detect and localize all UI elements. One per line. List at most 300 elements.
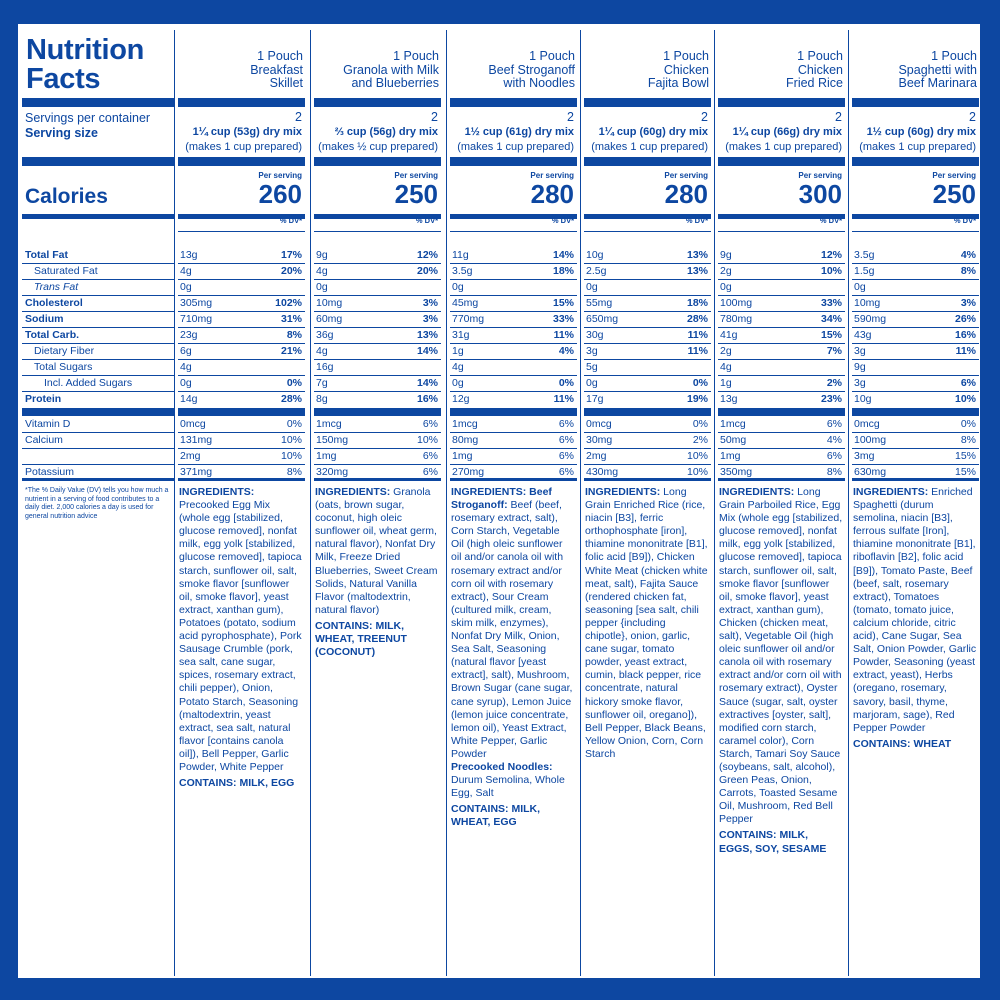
- nutrient-dv: 13%: [686, 265, 708, 277]
- nutrient-dv: 8%: [960, 265, 976, 277]
- serving-size-label: Serving size: [25, 126, 98, 140]
- product-name-line: 1 Pouch: [797, 49, 843, 63]
- allergen-statement: CONTAINS: MILK, WHEAT, EGG: [451, 803, 541, 829]
- nutrient-amount: 9g: [316, 249, 328, 261]
- ingredients-text: [451, 486, 575, 829]
- nutrient-row: [314, 264, 441, 280]
- vitamin-row: [450, 433, 577, 449]
- ingredients-heading: INGREDIENTS:: [585, 486, 664, 498]
- nutrient-row: [450, 360, 577, 376]
- nutrient-row: [584, 392, 711, 408]
- nutrient-row: [314, 392, 441, 408]
- nutrient-row: [450, 248, 577, 264]
- product-name-line: Chicken: [663, 62, 709, 77]
- per-serving-label: Per serving: [258, 171, 302, 180]
- product-name: [176, 50, 303, 91]
- vitamin-row: [718, 433, 845, 449]
- nutrient-dv: 28%: [280, 393, 302, 405]
- vitamin-row: [852, 417, 979, 433]
- nutrient-amount: 4g: [452, 361, 464, 373]
- nutrient-amount: 0g: [180, 281, 192, 293]
- dv-header: % DV*: [415, 216, 438, 225]
- rule-line: [22, 214, 174, 219]
- product-column: [852, 30, 979, 976]
- nutrient-label-row: [22, 264, 174, 280]
- nutrient-label: Dietary Fiber: [34, 345, 95, 357]
- ingredients-text: [853, 486, 977, 751]
- ingredients-text: [179, 486, 303, 790]
- nutrient-amount: 14g: [180, 393, 198, 405]
- rule-line: [450, 408, 577, 416]
- rule-line: [178, 157, 305, 166]
- vitamin-amount: 1mg: [316, 450, 337, 462]
- nutrient-dv: 18%: [552, 265, 574, 277]
- nutrient-row: [718, 328, 845, 344]
- nutrient-amount: 3g: [854, 345, 866, 357]
- servings-value: 2: [295, 110, 302, 124]
- nutrient-label: Trans Fat: [34, 281, 79, 293]
- nutrient-row: [584, 296, 711, 312]
- prepared-note: (makes 1 cup prepared): [457, 141, 574, 153]
- nutrient-row: [584, 248, 711, 264]
- nutrient-row: [852, 248, 979, 264]
- label-column: [22, 30, 174, 976]
- nutrient-dv: 6%: [960, 377, 976, 389]
- nutrient-row: [852, 296, 979, 312]
- row-divider: [852, 231, 979, 232]
- vitamin-dv: 6%: [422, 466, 438, 478]
- nutrient-dv: 14%: [416, 377, 438, 389]
- servings-value: 2: [969, 110, 976, 124]
- title-line: Nutrition: [26, 34, 145, 66]
- dv-header: % DV*: [953, 216, 976, 225]
- vitamin-dv: 6%: [558, 418, 574, 430]
- servings-label: Servings per container: [25, 111, 151, 125]
- nutrient-row: [852, 360, 979, 376]
- nutrient-dv: 13%: [416, 329, 438, 341]
- nutrient-row: [450, 296, 577, 312]
- vitamin-dv: 10%: [280, 434, 302, 446]
- vitamin-row: [314, 433, 441, 449]
- nutrient-dv: 13%: [686, 249, 708, 261]
- nutrient-amount: 2.5g: [586, 265, 607, 277]
- nutrient-row: [718, 312, 845, 328]
- vitamin-amount: 30mg: [586, 434, 613, 446]
- vitamin-label-row: [22, 417, 174, 433]
- nutrient-row: [718, 360, 845, 376]
- nutrient-dv: 16%: [954, 329, 976, 341]
- nutrient-amount: 0g: [452, 377, 464, 389]
- nutrient-amount: 9g: [854, 361, 866, 373]
- nutrient-dv: 18%: [686, 297, 708, 309]
- vitamin-row: [852, 449, 979, 465]
- nutrient-label-row: [22, 392, 174, 408]
- serving-size-value: ⅔ cup (56g) dry mix: [334, 126, 438, 138]
- vitamin-amount: 2mg: [180, 450, 201, 462]
- vitamin-row: [314, 449, 441, 465]
- servings-value: 2: [835, 110, 842, 124]
- nutrient-amount: 0g: [586, 377, 598, 389]
- nutrient-row: [314, 280, 441, 296]
- vitamin-amount: 320mg: [316, 466, 349, 478]
- rule-line: [22, 157, 174, 166]
- nutrient-row: [314, 360, 441, 376]
- nutrient-row: [314, 312, 441, 328]
- nutrient-dv: 19%: [686, 393, 708, 405]
- row-divider: [584, 231, 711, 232]
- nutrient-label-row: [22, 312, 174, 328]
- page-title: [26, 36, 144, 94]
- nutrient-row: [718, 376, 845, 392]
- serving-size-value: 1¼ cup (66g) dry mix: [732, 126, 842, 138]
- ingredients-heading: INGREDIENTS: Beef Stroganoff:: [451, 486, 552, 512]
- prepared-note: (makes 1 cup prepared): [859, 141, 976, 153]
- ingredients-heading: INGREDIENTS:: [179, 486, 255, 498]
- row-divider: [718, 231, 845, 232]
- nutrient-row: [852, 264, 979, 280]
- vitamin-amount: 350mg: [720, 466, 753, 478]
- nutrient-dv: 14%: [416, 345, 438, 357]
- nutrient-row: [314, 344, 441, 360]
- ingredients-text: [315, 486, 439, 659]
- nutrient-amount: 650mg: [586, 313, 619, 325]
- vitamin-amount: 0mcg: [854, 418, 880, 430]
- vitamin-dv: 6%: [558, 466, 574, 478]
- calories-value: 260: [258, 179, 302, 209]
- vitamin-row: [718, 417, 845, 433]
- ingredients-text: [585, 486, 709, 761]
- nutrient-row: [178, 296, 305, 312]
- rule-line: [584, 408, 711, 416]
- product-name-line: Fajita Bowl: [647, 76, 709, 90]
- row-divider: [450, 231, 577, 232]
- per-serving-label: Per serving: [798, 171, 842, 180]
- vitamin-row: [178, 449, 305, 465]
- nutrient-row: [178, 344, 305, 360]
- vitamin-row: [450, 417, 577, 433]
- nutrient-label: Total Fat: [25, 249, 68, 261]
- nutrient-amount: 780mg: [720, 313, 753, 325]
- nutrient-row: [584, 376, 711, 392]
- vitamin-row: [584, 449, 711, 465]
- vitamin-amount: 630mg: [854, 466, 887, 478]
- nutrient-row: [584, 344, 711, 360]
- nutrient-amount: 1.5g: [854, 265, 875, 277]
- nutrient-amount: 13g: [180, 249, 198, 261]
- nutrient-amount: 45mg: [452, 297, 479, 309]
- nutrient-dv: 20%: [416, 265, 438, 277]
- product-name: [850, 50, 977, 91]
- nutrient-label: Cholesterol: [25, 297, 83, 309]
- nutrient-amount: 3.5g: [854, 249, 875, 261]
- ingredients-list: Granola (oats, brown sugar, coconut, high oleic sunflower oil, wheat germ, natural flavor), Nonfat Dry Milk, Freeze Dried Blueberries, Sweet Cream Solids, Natural Vanilla Flavor (maltodextrin, natural flavor): [315, 486, 438, 616]
- ingredients-list: Long Grain Parboiled Rice, Egg Mix (whole egg [stabilized, glucose removed], nonfat milk, egg yolk [stabilized, glucose removed], tapioca starch, sunflower oil, salt, smoke flavor [sunflower oil, smoke flavor], yeast extract, xanthan gum), Chicken (chicken meat, salt), Vegetable Oil (high oleic sunflower oil and/or canola oil with rosemary extract and/or corn oil with rosemary extract), Oyster Sauce (sugar, salt, oyster extractives [oyster, salt], modified corn starch, caramel color), Corn Starch, Tamari Soy Sauce (soybeans, salt, alcohol), Green Peas, Onion, Carrots, Toasted Sesame Oil, Mushroom, Red Bell Pepper: [719, 486, 843, 826]
- vitamin-amount: 1mcg: [316, 418, 342, 430]
- nutrient-amount: 10mg: [316, 297, 343, 309]
- vitamin-row: [584, 433, 711, 449]
- vitamin-row: [314, 417, 441, 433]
- nutrient-row: [450, 280, 577, 296]
- rule-line: [852, 478, 979, 481]
- ingredients-list: Beef (beef, rosemary extract, salt), Corn Starch, Vegetable Oil (high oleic sunflower oil and/or canola oil with rosemary extract and/or corn oil with rosemary extract), Sour Cream (cultured milk, cream, skim milk, enzymes), Nonfat Dry Milk, Onion, Sea Salt, Seasoning (natural flavor [yeast extract], salt), Mushroom, Brown Sugar (cane sugar, cane syrup), Lemon Juice (lemon juice concentrate, lemon oil), Yeast Extract, White Pepper, Garlic Powder: [451, 499, 573, 760]
- vitamin-amount: 150mg: [316, 434, 349, 446]
- nutrient-label: Protein: [25, 393, 62, 405]
- allergen-statement: CONTAINS: MILK, EGGS, SOY, SESAME: [719, 829, 827, 855]
- rule-line: [450, 98, 577, 107]
- nutrient-amount: 10g: [854, 393, 872, 405]
- allergen-statement: CONTAINS: MILK, EGG: [179, 777, 295, 790]
- nutrient-amount: 1g: [452, 345, 464, 357]
- nutrient-dv: 11%: [553, 329, 574, 341]
- nutrient-dv: 102%: [275, 297, 302, 309]
- nutrient-dv: 0%: [692, 377, 708, 389]
- nutrient-amount: 8g: [316, 393, 328, 405]
- product-column: [450, 30, 577, 976]
- nutrient-amount: 4g: [720, 361, 732, 373]
- nutrient-row: [852, 328, 979, 344]
- vitamin-row: [178, 433, 305, 449]
- vitamin-dv: 10%: [686, 466, 708, 478]
- vitamin-dv: 10%: [416, 434, 438, 446]
- vitamin-dv: 0%: [960, 418, 976, 430]
- vitamin-row: [852, 433, 979, 449]
- product-name-line: 1 Pouch: [931, 49, 977, 63]
- rule-line: [852, 98, 979, 107]
- vitamin-dv: 0%: [692, 418, 708, 430]
- nutrient-label: Total Sugars: [34, 361, 93, 373]
- serving-size-value: 1¼ cup (60g) dry mix: [598, 126, 708, 138]
- product-name-line: with Noodles: [503, 76, 575, 90]
- nutrient-row: [718, 392, 845, 408]
- ingredients-list: Precooked Egg Mix (whole egg [stabilized, glucose removed], nonfat milk, egg yolk [stabilized, glucose removed], tapioca starch, sunflower oil, salt, smoke flavor [sunflower oil, smoke flavor], yeast extract, xanthan gum), Potatoes (potato, sodium acid pyrophosphate), Pork Sausage Crumble (pork, sea salt, cane sugar, spices, rosemary extract, chili pepper), Onion, Potato Starch, Seasoning (maltodextrin, yeast extract, sea salt, natural flavor [contains canola oil]), Bell Pepper, Garlic Powder, White Pepper: [179, 499, 302, 773]
- product-name-line: Skillet: [269, 76, 303, 90]
- servings-value: 2: [567, 110, 574, 124]
- calories-value: 280: [530, 179, 574, 209]
- nutrient-dv: 14%: [552, 249, 574, 261]
- nutrient-amount: 710mg: [180, 313, 213, 325]
- dv-header: % DV*: [279, 216, 302, 225]
- product-name-line: and Blueberries: [351, 76, 439, 90]
- nutrient-amount: 60mg: [316, 313, 343, 325]
- nutrient-amount: 1g: [720, 377, 732, 389]
- nutrient-amount: 16g: [316, 361, 334, 373]
- nutrient-label-row: [22, 360, 174, 376]
- nutrient-row: [314, 248, 441, 264]
- product-name-line: Fried Rice: [786, 76, 843, 90]
- vitamin-dv: 6%: [422, 418, 438, 430]
- per-serving-label: Per serving: [664, 171, 708, 180]
- vitamin-label: Vitamin D: [25, 418, 71, 430]
- nutrient-amount: 3.5g: [452, 265, 473, 277]
- nutrient-dv: 16%: [416, 393, 438, 405]
- product-column: [584, 30, 711, 976]
- nutrient-row: [314, 376, 441, 392]
- per-serving-label: Per serving: [530, 171, 574, 180]
- prepared-note: (makes ½ cup prepared): [318, 141, 438, 153]
- nutrient-label: Incl. Added Sugars: [44, 377, 133, 389]
- nutrient-row: [584, 280, 711, 296]
- prepared-note: (makes 1 cup prepared): [725, 141, 842, 153]
- nutrient-row: [178, 312, 305, 328]
- rule-line: [584, 478, 711, 481]
- ingredients-heading: INGREDIENTS:: [853, 486, 932, 498]
- product-name-line: 1 Pouch: [393, 49, 439, 63]
- product-column: [178, 30, 305, 976]
- vitamin-row: [718, 449, 845, 465]
- nutrient-dv: 11%: [955, 345, 976, 357]
- vitamin-amount: 100mg: [854, 434, 887, 446]
- product-column: [314, 30, 441, 976]
- nutrient-amount: 5g: [586, 361, 598, 373]
- nutrient-dv: 8%: [286, 329, 302, 341]
- vitamin-amount: 270mg: [452, 466, 485, 478]
- nutrient-amount: 0g: [452, 281, 464, 293]
- nutrient-row: [584, 264, 711, 280]
- nutrient-label-row: [22, 296, 174, 312]
- nutrient-row: [450, 264, 577, 280]
- product-name-line: Spaghetti with: [898, 62, 977, 77]
- vitamin-dv: 6%: [558, 434, 574, 446]
- product-name-line: Granola with Milk: [343, 62, 439, 77]
- vitamin-amount: 1mcg: [452, 418, 478, 430]
- vitamin-label-row: [22, 433, 174, 449]
- nutrient-amount: 55mg: [586, 297, 613, 309]
- nutrient-dv: 15%: [552, 297, 574, 309]
- vitamin-amount: 3mg: [854, 450, 875, 462]
- nutrient-row: [450, 312, 577, 328]
- rule-line: [718, 478, 845, 481]
- nutrient-amount: 0g: [316, 281, 328, 293]
- vitamin-dv: 6%: [558, 450, 574, 462]
- vitamin-row: [450, 449, 577, 465]
- nutrient-dv: 12%: [416, 249, 438, 261]
- rule-line: [718, 408, 845, 416]
- nutrient-amount: 13g: [720, 393, 738, 405]
- nutrient-dv: 23%: [820, 393, 842, 405]
- ingredients-list: Enriched Spaghetti (durum semolina, niacin [B3], ferrous sulfate [Iron], thiamine mononitrate [B1], riboflavin [B2], folic acid [B9]), Tomato Paste, Beef (beef, salt, rosemary extract), Tomatoes (tomato, tomato juice, calcium chloride, citric acid), Cane Sugar, Sea Salt, Onion Powder, Garlic Powder, Seasoning (yeast extract, yeast), Herbs (oregano, rosemary, savory, basil, thyme, marjoram, sage), Red Pepper Powder: [853, 486, 977, 734]
- nutrient-row: [450, 344, 577, 360]
- allergen-statement: CONTAINS: MILK, WHEAT, TREENUT (COCONUT): [315, 619, 407, 659]
- rule-line: [314, 98, 441, 107]
- nutrient-row: [178, 248, 305, 264]
- nutrient-dv: 4%: [960, 249, 976, 261]
- product-name-line: Breakfast: [250, 62, 303, 77]
- rule-line: [718, 98, 845, 107]
- nutrient-row: [718, 248, 845, 264]
- nutrient-amount: 43g: [854, 329, 872, 341]
- vitamin-amount: 80mg: [452, 434, 479, 446]
- nutrient-amount: 41g: [720, 329, 738, 341]
- vitamin-dv: 6%: [826, 450, 842, 462]
- rule-line: [178, 408, 305, 416]
- nutrient-row: [852, 376, 979, 392]
- per-serving-label: Per serving: [394, 171, 438, 180]
- vitamin-label-row: [22, 449, 174, 465]
- nutrient-dv: 11%: [553, 393, 574, 405]
- nutrient-dv: 12%: [820, 249, 842, 261]
- product-name: [716, 50, 843, 91]
- nutrient-amount: 31g: [452, 329, 470, 341]
- nutrient-row: [450, 392, 577, 408]
- vitamin-dv: 6%: [422, 450, 438, 462]
- vitamin-amount: 0mcg: [586, 418, 612, 430]
- ingredients-list: Durum Semolina, Whole Egg, Salt: [451, 774, 565, 800]
- vitamin-amount: 1mcg: [720, 418, 746, 430]
- nutrient-label-row: [22, 344, 174, 360]
- nutrient-dv: 10%: [820, 265, 842, 277]
- rule-line: [178, 478, 305, 481]
- vitamin-amount: 2mg: [586, 450, 607, 462]
- nutrient-dv: 2%: [826, 377, 842, 389]
- nutrient-label-row: [22, 248, 174, 264]
- calories-value: 250: [394, 179, 438, 209]
- nutrient-dv: 3%: [960, 297, 976, 309]
- nutrient-amount: 0g: [720, 281, 732, 293]
- nutrient-dv: 3%: [422, 297, 438, 309]
- vitamin-dv: 0%: [286, 418, 302, 430]
- nutrient-row: [178, 376, 305, 392]
- vitamin-dv: 15%: [954, 450, 976, 462]
- serving-size-value: 1½ cup (60g) dry mix: [866, 126, 976, 138]
- nutrient-amount: 9g: [720, 249, 732, 261]
- nutrient-amount: 3g: [854, 377, 866, 389]
- nutrient-dv: 4%: [558, 345, 574, 357]
- vitamin-amount: 0mcg: [180, 418, 206, 430]
- product-name-line: Beef Marinara: [898, 76, 977, 90]
- nutrient-row: [718, 264, 845, 280]
- vitamin-dv: 2%: [692, 434, 708, 446]
- nutrient-amount: 36g: [316, 329, 334, 341]
- nutrient-dv: 21%: [280, 345, 302, 357]
- nutrient-amount: 23g: [180, 329, 198, 341]
- nutrient-amount: 0g: [180, 377, 192, 389]
- nutrient-row: [584, 360, 711, 376]
- nutrient-amount: 4g: [180, 265, 192, 277]
- vitamin-dv: 8%: [286, 466, 302, 478]
- vitamin-dv: 10%: [686, 450, 708, 462]
- nutrient-amount: 3g: [586, 345, 598, 357]
- nutrient-dv: 17%: [280, 249, 302, 261]
- nutrient-amount: 590mg: [854, 313, 887, 325]
- product-name-line: Beef Stroganoff: [488, 62, 575, 77]
- nutrient-label-row: [22, 280, 174, 296]
- nutrient-dv: 28%: [686, 313, 708, 325]
- product-name: [448, 50, 575, 91]
- title-line: Facts: [26, 63, 101, 95]
- nutrient-amount: 4g: [316, 345, 328, 357]
- vitamin-dv: 8%: [826, 466, 842, 478]
- serving-size-value: 1¼ cup (53g) dry mix: [192, 126, 302, 138]
- nutrient-amount: 0g: [854, 281, 866, 293]
- allergen-statement: CONTAINS: WHEAT: [853, 737, 952, 750]
- rule-line: [852, 157, 979, 166]
- nutrient-amount: 770mg: [452, 313, 485, 325]
- servings-value: 2: [431, 110, 438, 124]
- nutrient-dv: 10%: [954, 393, 976, 405]
- rule-line: [314, 157, 441, 166]
- nutrient-dv: 33%: [552, 313, 574, 325]
- dv-header: % DV*: [551, 216, 574, 225]
- nutrient-dv: 20%: [280, 265, 302, 277]
- nutrient-amount: 7g: [316, 377, 328, 389]
- prepared-note: (makes 1 cup prepared): [591, 141, 708, 153]
- nutrient-row: [718, 344, 845, 360]
- vitamin-dv: 10%: [280, 450, 302, 462]
- nutrient-amount: 10mg: [854, 297, 881, 309]
- rule-line: [314, 408, 441, 416]
- nutrient-row: [314, 296, 441, 312]
- daily-value-footnote: *The % Daily Value (DV) tells you how much a nutrient in a serving of food contributes to a daily diet. 2,000 calories a day is used for general nutrition advice: [25, 487, 169, 520]
